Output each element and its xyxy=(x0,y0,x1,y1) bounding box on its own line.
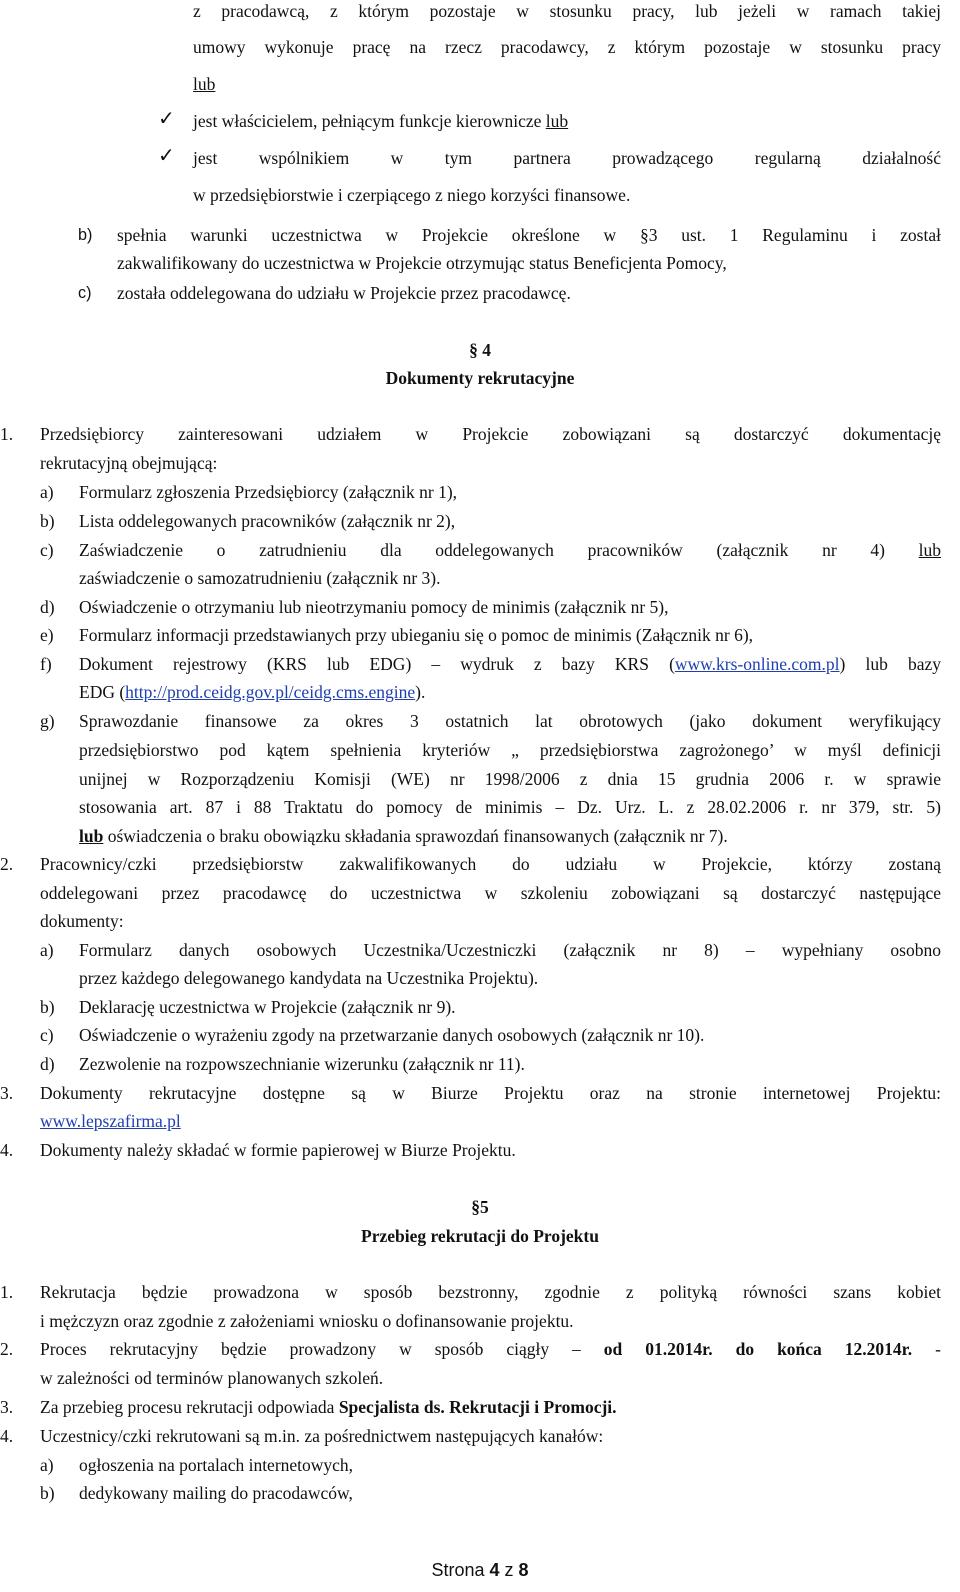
list-number: 2. xyxy=(0,1339,14,1359)
section-title: Dokumenty rekrutacyjne xyxy=(385,368,575,388)
text-line: unijnej w Rozporządzeniu Komisji (WE) nr 1998/2006 z dnia 15 grudnia 2006 r. w sprawie xyxy=(79,769,941,789)
checkmark-icon: ✓ xyxy=(158,145,175,167)
lub-underlined: lub xyxy=(545,111,569,131)
text-line: EDG (http://prod.ceidg.gov.pl/ceidg.cms.engine). xyxy=(79,682,426,702)
list-marker: a) xyxy=(40,1455,54,1475)
text-line: stosowania art. 87 i 88 Traktatu do pomocy de minimis – Dz. Urz. L. z 28.02.2006 r. nr 379, str. 5) xyxy=(79,797,941,817)
list-item: Deklarację uczestnictwa w Projekcie (załącznik nr 9). xyxy=(79,997,456,1017)
list-item: ogłoszenia na portalach internetowych, xyxy=(79,1455,354,1475)
text-line: lub oświadczenia o braku obowiązku składania sprawozdań finansowanych (załącznik nr 7). xyxy=(79,826,728,846)
lub-underlined: lub xyxy=(918,540,941,560)
checklist-item: jest wspólnikiem w tym partnera prowadzącego regularną działalność xyxy=(193,148,941,168)
paragraph-line: dokumenty: xyxy=(40,911,124,931)
list-marker: c) xyxy=(40,1025,54,1045)
ceidg-link[interactable]: http://prod.ceidg.gov.pl/ceidg.cms.engine xyxy=(125,682,416,702)
paragraph-line: Dokumenty rekrutacyjne dostępne są w Biurze Projektu oraz na stronie internetowej Projektu: xyxy=(40,1083,941,1103)
paragraph-line: Dokumenty należy składać w formie papierowej w Biurze Projektu. xyxy=(40,1140,516,1160)
list-item: została oddelegowana do udziału w Projekcie przez pracodawcę. xyxy=(117,283,571,303)
list-marker: a) xyxy=(40,482,54,502)
list-item: spełnia warunki uczestnictwa w Projekcie określone w §3 ust. 1 Regulaminu i został xyxy=(117,225,941,245)
project-website-link[interactable]: www.lepszafirma.pl xyxy=(40,1111,181,1131)
list-marker: f) xyxy=(40,654,52,674)
lub-underlined: lub xyxy=(79,826,104,846)
text-line: w przedsiębiorstwie i czerpiącego z niego korzyści finansowe. xyxy=(193,185,631,205)
list-number: 1. xyxy=(0,1282,14,1302)
paragraph-line: Uczestnicy/czki rekrutowani są m.in. za pośrednictwem następujących kanałów: xyxy=(40,1426,604,1446)
section-title: Przebieg rekrutacji do Projektu xyxy=(361,1226,599,1246)
list-marker: a) xyxy=(40,940,54,960)
list-item: Formularz informacji przedstawianych przy ubieganiu się o pomoc de minimis (Załącznik nr 6), xyxy=(79,625,754,645)
list-number: 2. xyxy=(0,854,14,874)
list-marker: d) xyxy=(40,597,55,617)
list-item: Lista oddelegowanych pracowników (załącznik nr 2), xyxy=(79,511,456,531)
list-marker: b) xyxy=(40,997,55,1017)
list-item: Oświadczenie o wyrażeniu zgody na przetwarzanie danych osobowych (załącznik nr 10). xyxy=(79,1025,705,1045)
paragraph-line: rekrutacyjną obejmującą: xyxy=(40,453,218,473)
paragraph-line: oddelegowani przez pracodawcę do uczestnictwa w szkoleniu zobowiązani są dostarczyć następujące xyxy=(40,883,941,903)
checkmark-icon: ✓ xyxy=(158,108,175,130)
list-number: 3. xyxy=(0,1083,14,1103)
paragraph-line: Za przebieg procesu rekrutacji odpowiada Specjalista ds. Rekrutacji i Promocji. xyxy=(40,1397,617,1417)
page-number: 4 xyxy=(489,1560,500,1580)
list-item: Zaświadczenie o zatrudnieniu dla oddelegowanych pracowników (załącznik nr 4) lub xyxy=(79,540,941,560)
text-line: zaświadczenie o samozatrudnieniu (załącznik nr 3). xyxy=(79,568,441,588)
lub-underlined: lub xyxy=(193,74,216,94)
list-item: Formularz zgłoszenia Przedsiębiorcy (załącznik nr 1), xyxy=(79,482,458,502)
text-line xyxy=(193,73,215,95)
krs-link[interactable]: www.krs-online.com.pl xyxy=(674,654,840,674)
list-marker: d) xyxy=(40,1054,55,1074)
list-number: 3. xyxy=(0,1397,14,1417)
section-number: § 4 xyxy=(469,340,491,360)
footer-of: z xyxy=(504,1560,514,1580)
text-line: przez każdego delegowanego kandydata na Uczestnika Projektu). xyxy=(79,968,539,988)
list-marker: g) xyxy=(40,711,55,731)
footer-word: Strona xyxy=(431,1560,485,1580)
list-item: Formularz danych osobowych Uczestnika/Uczestniczki (załącznik nr 8) – wypełniany osobno xyxy=(79,940,941,960)
paragraph-line: i mężczyzn oraz zgodnie z założeniami wniosku o dofinansowanie projektu. xyxy=(40,1311,574,1331)
paragraph-line: Przedsiębiorcy zainteresowani udziałem w Projekcie zobowiązani są dostarczyć dokumentację xyxy=(40,424,941,444)
paragraph-line: Proces rekrutacyjny będzie prowadzony w sposób ciągły – od 01.2014r. do końca 12.2014r. - xyxy=(40,1339,941,1359)
paragraph-line: Pracownicy/czki przedsiębiorstw zakwalifikowanych do udziału w Projekcie, którzy zostaną xyxy=(40,854,941,874)
list-number: 4. xyxy=(0,1140,14,1160)
paragraph-line: Rekrutacja będzie prowadzona w sposób bezstronny, zgodnie z polityką równości szans kobiet xyxy=(40,1282,941,1302)
list-marker: b) xyxy=(40,511,55,531)
list-marker: b) xyxy=(78,226,93,244)
text-line: umowy wykonuje pracę na rzecz pracodawcy, z którym pozostaje w stosunku pracy xyxy=(193,37,941,57)
list-item: dedykowany mailing do pracodawców, xyxy=(79,1483,353,1503)
paragraph-line: w zależności od terminów planowanych szkoleń. xyxy=(40,1368,384,1388)
list-marker: b) xyxy=(40,1483,55,1503)
list-number: 4. xyxy=(0,1426,14,1446)
page-footer xyxy=(0,1558,960,1582)
list-item: Sprawozdanie finansowe za okres 3 ostatnich lat obrotowych (jako dokument weryfikujący xyxy=(79,711,941,731)
paragraph-line xyxy=(40,1110,181,1132)
section-number: §5 xyxy=(471,1197,489,1217)
list-item: Dokument rejestrowy (KRS lub EDG) – wydruk z bazy KRS (www.krs-online.com.pl) lub bazy xyxy=(79,654,941,674)
text-line: zakwalifikowany do uczestnictwa w Projekcie otrzymując status Beneficjenta Pomocy, xyxy=(117,253,727,273)
text-line: z pracodawcą, z którym pozostaje w stosunku pracy, lub jeżeli w ramach takiej xyxy=(193,1,941,21)
text-line: przedsiębiorstwo pod kątem spełnienia kryteriów „ przedsiębiorstwa zagrożonego’ w myśl definicji xyxy=(79,740,941,760)
list-marker: e) xyxy=(40,625,54,645)
checklist-item: jest właścicielem, pełniącym funkcje kierownicze lub xyxy=(193,111,569,131)
list-item: Oświadczenie o otrzymaniu lub nieotrzymaniu pomocy de minimis (załącznik nr 5), xyxy=(79,597,669,617)
list-number: 1. xyxy=(0,424,14,444)
page-total: 8 xyxy=(518,1560,529,1580)
list-item: Zezwolenie na rozpowszechnianie wizerunku (załącznik nr 11). xyxy=(79,1054,525,1074)
list-marker: c) xyxy=(78,284,92,302)
list-marker: c) xyxy=(40,540,54,560)
